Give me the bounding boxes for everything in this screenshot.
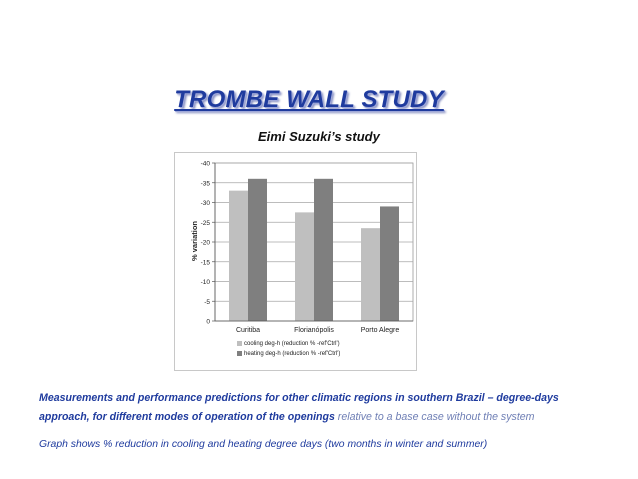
y-tick-label: -20 bbox=[200, 239, 210, 247]
legend-swatch bbox=[237, 351, 242, 356]
graph-note: Graph shows % reduction in cooling and heating degree days (two months in winter and summer) bbox=[39, 439, 488, 450]
y-tick-label: -15 bbox=[200, 259, 210, 267]
legend-label: heating deg-h (reduction % -ref'Ctrl') bbox=[244, 351, 341, 357]
x-tick-label: Curitiba bbox=[235, 327, 261, 334]
y-axis-label: % variation bbox=[190, 220, 199, 262]
legend bbox=[237, 341, 340, 357]
bar-chart bbox=[175, 153, 418, 372]
x-tick-label: Florianópolis bbox=[294, 327, 334, 334]
y-tick-label: -5 bbox=[204, 298, 210, 306]
description-light: relative to a base case without the system bbox=[334, 411, 535, 423]
bar-cooling-3 bbox=[361, 228, 380, 321]
legend-swatch bbox=[237, 341, 242, 346]
bar-cooling-1 bbox=[229, 191, 248, 321]
description-bold: Measurements and performance predictions for other climatic regions in southern Brazil – degree-days approach, for different modes of operation of the openings bbox=[39, 392, 559, 423]
y-tick-label: -30 bbox=[200, 200, 210, 207]
bar-heating-2 bbox=[314, 179, 333, 321]
slide-title: TROMBE WALL STUDY bbox=[174, 86, 444, 113]
x-tick-label: Porto Alegre bbox=[360, 327, 400, 334]
legend-label: cooling deg-h (reduction % -ref'Ctrl') bbox=[244, 341, 340, 347]
y-tick-label: -35 bbox=[200, 180, 210, 188]
chart-container bbox=[174, 152, 417, 371]
description-paragraph bbox=[39, 389, 599, 427]
y-tick-label: 0 bbox=[206, 318, 210, 326]
y-tick-label: -10 bbox=[200, 279, 210, 286]
y-tick-label: -25 bbox=[200, 219, 210, 227]
slide-subtitle: Eimi Suzuki’s study bbox=[258, 129, 380, 144]
bar-cooling-2 bbox=[295, 212, 314, 321]
bar-heating-1 bbox=[248, 179, 267, 321]
y-tick-label: -40 bbox=[200, 160, 210, 168]
bar-heating-3 bbox=[380, 206, 399, 321]
